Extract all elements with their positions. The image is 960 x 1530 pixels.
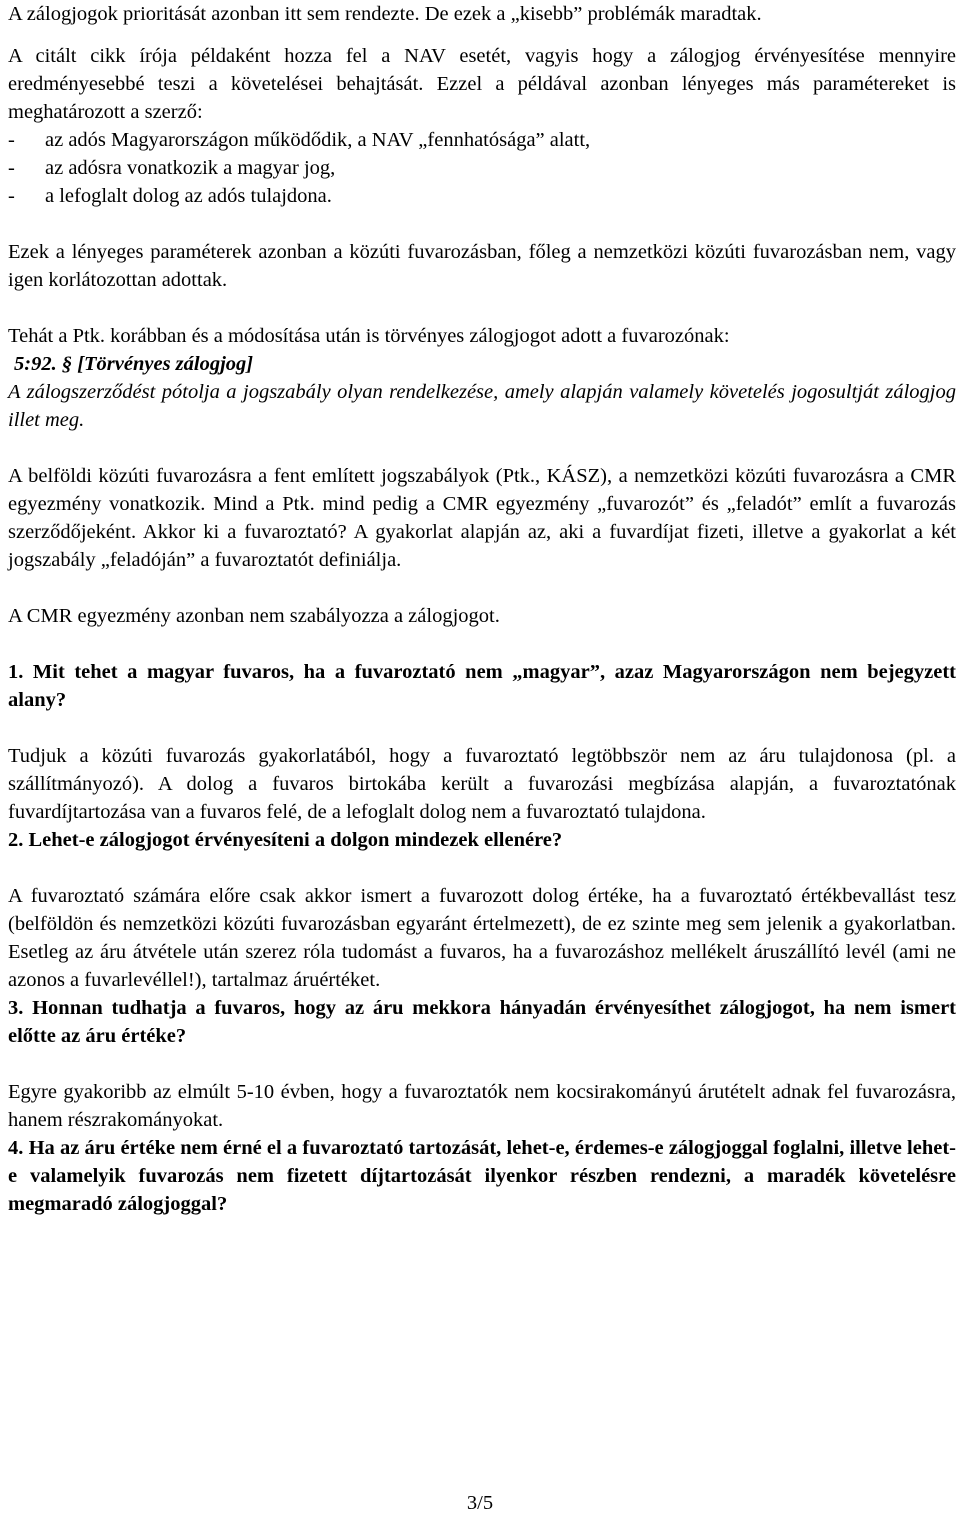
list-item — [8, 126, 956, 154]
document-page — [8, 0, 956, 1530]
law-ref-number: 5:92. — [14, 353, 57, 375]
list-item-text: az adósra vonatkozik a magyar jog, — [45, 157, 336, 179]
list-item — [8, 154, 956, 182]
intro-line: A zálogjogok prioritását azonban itt sem rendezte. De ezek a „kisebb” problémák maradtak. — [8, 3, 762, 25]
paragraph-value: A fuvaroztató számára előre csak akkor ismert a fuvarozott dolog értéke, ha a fuvaroztató értékbevallást tesz (belföldön és nemzetközi közúti fuvarozásban egyaránt értelmezett), de ez szinte meg sem jelenik a gyakorlatban. Esetleg az áru átvétele után szerez róla tudomást a fuvaros, ha a fuvarozáshoz mellékelt áruszállító levél (ami ne azonos a fuvarlevéllel!), tartalmaz áruértéket. — [8, 885, 956, 991]
paragraph-cmr-lien: A CMR egyezmény azonban nem szabályozza a zálogjogot. — [8, 605, 500, 627]
page-number: 3/5 — [466, 1492, 494, 1514]
parameter-list — [8, 126, 956, 210]
list-item-text: az adós Magyarországon működődik, a NAV „fennhatósága” alatt, — [45, 129, 591, 151]
paragraph-cmr: A belföldi közúti fuvarozásra a fent említett jogszabályok (Ptk., KÁSZ), a nemzetközi közúti fuvarozásra a CMR egyezmény vonatkozik. Mind a Ptk. mind pedig a CMR egyezmény „fuvarozót” és „feladót” említ a fuvarozás szerződőjeként. Akkor ki a fuvaroztató? A gyakorlat alapján az, aki a fuvardíjat fizeti, illetve a gyakorlat a két jogszabály „feladóján” a fuvaroztatót definiálja. — [8, 465, 956, 571]
paragraph-ptk: Tehát a Ptk. korábban és a módosítása után is törvényes zálogjogot adott a fuvarozónak: — [8, 325, 730, 347]
law-reference — [8, 350, 956, 378]
question-4: 4. Ha az áru értéke nem érné el a fuvaroztató tartozását, lehet-e, érdemes-e zálogjoggal foglalni, illetve lehet-e valamelyik fuvarozás nem fizetett díjtartozását ilyenkor részben rendezni, a maradék követelésre megmaradó zálogjoggal? — [8, 1137, 956, 1215]
question-1: 1. Mit tehet a magyar fuvaros, ha a fuvaroztató nem „magyar”, azaz Magyarországon nem bejegyzett alany? — [8, 661, 956, 711]
paragraph-owner: Tudjuk a közúti fuvarozás gyakorlatából, hogy a fuvaroztató legtöbbször nem az áru tulajdonosa (pl. a szállítmányozó). A dolog a fuvaros birtokába került a fuvarozási megbízása alapján, a fuvaroztatónak fuvardíjtartozása van a fuvaros felé, de a lefoglalt dolog nem a fuvaroztató tulajdona. — [8, 745, 956, 823]
bullet-dash: - — [8, 157, 15, 179]
bullet-dash: - — [8, 185, 15, 207]
bullet-dash: - — [8, 129, 15, 151]
law-ref-title: § [Törvényes zálogjog] — [61, 353, 254, 375]
paragraph-partial-loads: Egyre gyakoribb az elmúlt 5-10 évben, hogy a fuvaroztatók nem kocsirakományú árutételt adnak fel fuvarozásra, hanem részrakományokat. — [8, 1081, 956, 1131]
list-item — [8, 182, 956, 210]
paragraph-nav-example: A citált cikk írója példaként hozza fel a NAV esetét, vagyis hogy a zálogjog érvényesítése mennyire eredményesebbé teszi a követelései behajtását. Ezzel a példával azonban lényeges más paramétereket is meghatározott a szerző: — [8, 45, 956, 123]
law-text: A zálogszerződést pótolja a jogszabály olyan rendelkezése, amely alapján valamely követelés jogosultját zálogjog illet meg. — [8, 381, 956, 431]
paragraph-parameters: Ezek a lényeges paraméterek azonban a közúti fuvarozásban, főleg a nemzetközi közúti fuvarozásban nem, vagy igen korlátozottan adottak. — [8, 241, 956, 291]
list-item-text: a lefoglalt dolog az adós tulajdona. — [45, 185, 332, 207]
question-2: 2. Lehet-e zálogjogot érvényesíteni a dolgon mindezek ellenére? — [8, 829, 563, 851]
question-3: 3. Honnan tudhatja a fuvaros, hogy az áru mekkora hányadán érvényesíthet zálogjogot, ha nem ismert előtte az áru értéke? — [8, 997, 956, 1047]
